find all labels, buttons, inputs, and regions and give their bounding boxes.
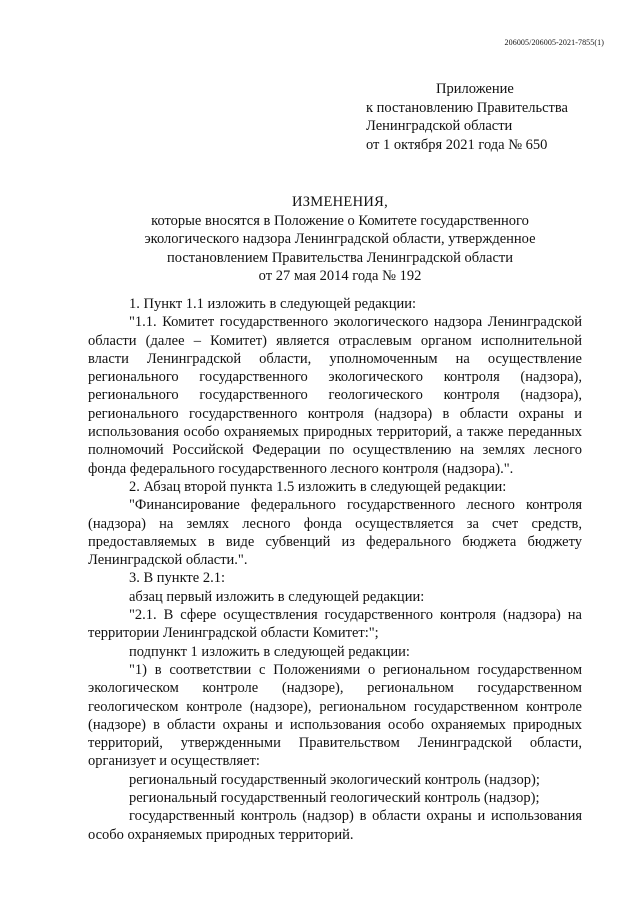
paragraph: 3. В пункте 2.1: (129, 570, 225, 587)
changes-heading (80, 193, 600, 286)
heading-line: экологического надзора Ленинградской области, утвержденное (144, 231, 536, 247)
paragraph: региональный государственный экологический контроль (надзор); (129, 771, 540, 788)
heading-title: ИЗМЕНЕНИЯ, (291, 194, 389, 210)
paragraph: "Финансирование федерального государственного лесного контроля (надзора) на землях лесного фонда осуществляется за счет средств, предоставляемых в виде субвенций из федерального бюджета бюджету Ленинградской области.". (88, 497, 582, 569)
paragraph: "2.1. В сфере осуществления государственного контроля (надзора) на территории Ленинградской области Комитет:"; (88, 607, 582, 642)
paragraph: абзац первый изложить в следующей редакции: (129, 588, 425, 605)
paragraph: государственный контроль (надзор) в области охраны и использования особо охраняемых природных территорий. (88, 808, 582, 843)
document-body (88, 295, 582, 844)
paragraph: 2. Абзац второй пункта 1.5 изложить в следующей редакции: (129, 478, 507, 495)
document-id: 206005/206005-2021-7855(1) (504, 38, 604, 47)
paragraph: "1) в соответствии с Положениями о региональном государственном экологическом контроле (надзоре), региональном государственном геологическом контроле (надзоре), региональном государственном контроле (надзоре) в области охраны и использования особо охраняемых природных территорий, утвержденными Правительством Ленинградской области, организует и осуществляет: (88, 661, 582, 770)
paragraph: 1. Пункт 1.1 изложить в следующей редакции: (129, 296, 417, 312)
appendix-date: от 1 октября 2021 года № 650 (366, 136, 548, 153)
paragraph: региональный государственный геологический контроль (надзор); (129, 790, 540, 807)
appendix-block (366, 80, 568, 154)
paragraph: "1.1. Комитет государственного экологического надзора Ленинградской области (далее – Комитет) является отраслевым органом исполнительной власти Ленинградской области, уполномоченным на осуществление регионального государственного экологического контроля (надзора), регионального государственного геологического контроля (надзора), регионального государственного контроля (надзора) в области охраны и использования особо охраняемых природных территорий, а также переданных полномочий Российской Федерации по осуществлению на землях лесного фонда федерального государственного лесного контроля (надзора).". (88, 314, 582, 477)
heading-line: от 27 мая 2014 года № 192 (258, 268, 422, 284)
paragraph: подпункт 1 изложить в следующей редакции: (129, 643, 410, 660)
appendix-title: Приложение (436, 81, 514, 97)
appendix-line: Ленинградской области (366, 118, 513, 134)
heading-line: которые вносятся в Положение о Комитете государственного (151, 212, 529, 229)
heading-line: постановлением Правительства Ленинградской области (166, 249, 514, 266)
appendix-line: к постановлению Правительства (366, 99, 568, 116)
